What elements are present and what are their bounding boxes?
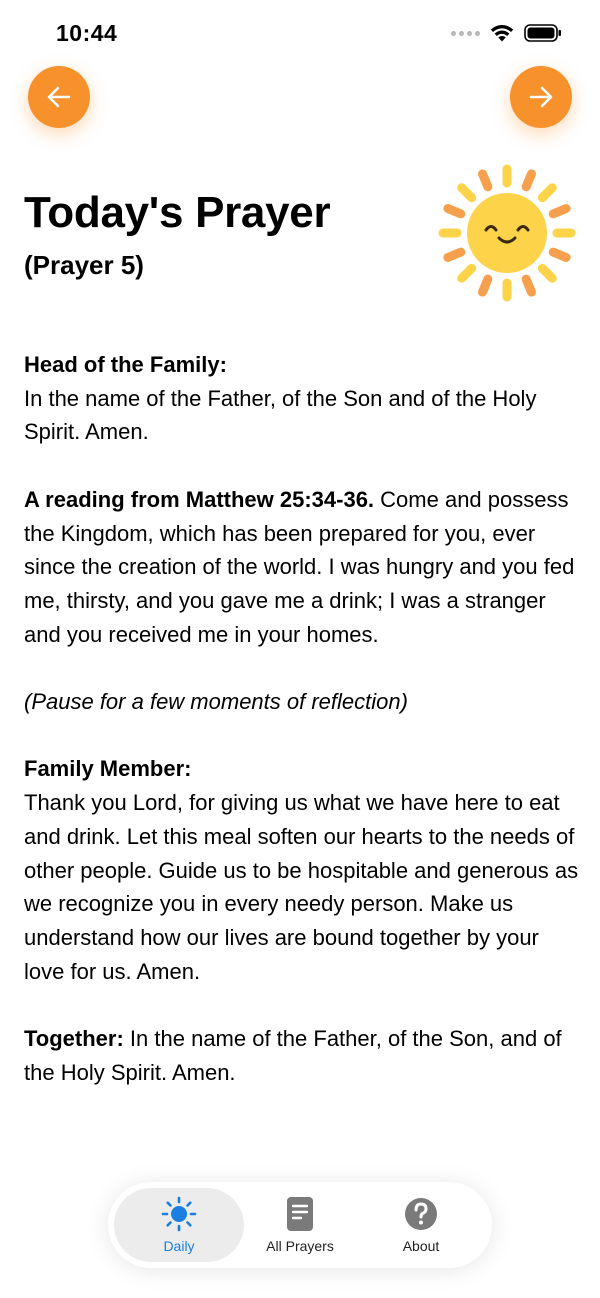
family-member-section (24, 752, 584, 988)
arrow-left-icon (44, 82, 74, 112)
prayer-text (24, 348, 584, 1123)
reading-section (24, 483, 584, 652)
question-icon (403, 1196, 439, 1232)
wifi-icon (490, 24, 514, 42)
together-section (24, 1022, 584, 1089)
tab-all-prayers-label: All Prayers (266, 1238, 334, 1254)
status-time: 10:44 (56, 20, 118, 46)
status-icons (451, 24, 562, 42)
document-icon (282, 1196, 318, 1232)
sun-ray (462, 268, 472, 278)
together-text: In the name of the Father, of the Son, and of the Holy Spirit. Amen. (24, 1026, 562, 1085)
tab-daily[interactable] (114, 1188, 244, 1262)
tab-bar (108, 1182, 492, 1268)
status-bar (0, 0, 600, 60)
sun-ray (448, 252, 461, 257)
head-of-family-text: In the name of the Father, of the Son and of the Holy Spirit. Amen. (24, 385, 537, 445)
next-prayer-button[interactable] (510, 66, 572, 128)
sun-ray (526, 279, 531, 292)
reading-label: A reading from Matthew 25:34-36. (24, 486, 375, 512)
sun-ray (553, 252, 566, 257)
head-of-family-section (24, 348, 584, 449)
arrow-right-icon (526, 82, 556, 112)
tab-daily-label: Daily (163, 1238, 195, 1254)
sun-ray (448, 209, 461, 214)
sun-illustration-icon (436, 162, 578, 304)
together-label: Together: (24, 1026, 124, 1051)
previous-prayer-button[interactable] (28, 66, 90, 128)
tab-about[interactable] (356, 1188, 486, 1262)
sun-icon (161, 1196, 197, 1232)
head-of-family-label: Head of the Family: (24, 352, 227, 377)
cellular-signal-icon (451, 31, 480, 36)
sun-ray (462, 188, 472, 198)
pause-text: (Pause for a few moments of reflection) (24, 689, 408, 714)
page-title: Today's Prayer (24, 188, 331, 237)
battery-icon (524, 24, 562, 42)
sun-ray (526, 174, 531, 187)
sun-ray (542, 188, 552, 198)
tab-about-label: About (402, 1238, 440, 1254)
tab-all-prayers[interactable] (235, 1188, 365, 1262)
sun-ray (553, 209, 566, 214)
pause-section (24, 685, 584, 719)
sun-ray (483, 174, 488, 187)
sun-ray (542, 268, 552, 278)
sun-ray (483, 279, 488, 292)
reading-text: Come and possess the Kingdom, which has been prepared for you, ever since the creation of the world. I was hungry and you fed me, thirsty, and you gave me a drink; I was a stranger and you received me in your homes. (24, 486, 575, 647)
family-member-label: Family Member: (24, 756, 192, 782)
prayer-number: (Prayer 5) (24, 250, 144, 280)
family-member-text: Thank you Lord, for giving us what we have here to eat and drink. Let this meal soften our hearts to the needs of other people. Guide us to be hospitable and generous as we recognize you in every needy person. Make us understand how our lives are bound together by your love for us. Amen. (24, 790, 579, 984)
